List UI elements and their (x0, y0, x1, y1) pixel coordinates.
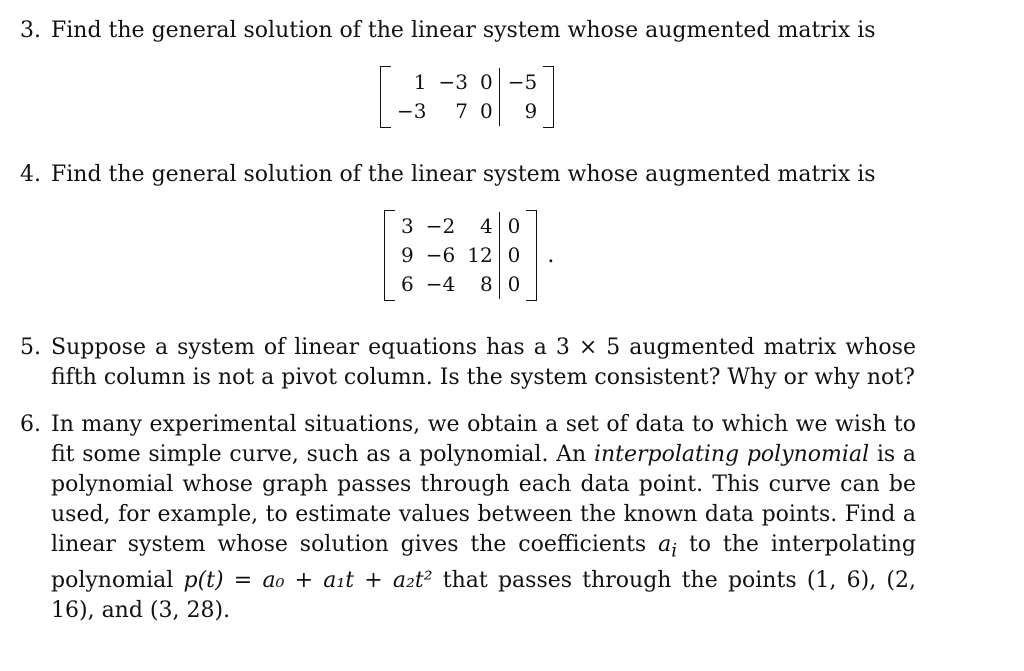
problem-4 (20, 160, 916, 190)
matrix-cell: 6 (401, 272, 414, 296)
text-segment: In many experimental situations, we obtain a set of data to which we wish to fit some simple curve, such as a polynomial. An (51, 412, 916, 467)
augmented-matrix-3 (380, 66, 554, 128)
text-segment: that passes through the points (1, 6), (2, 16), and (3, 28). (51, 568, 916, 624)
matrix-cell: 0 (499, 212, 526, 241)
matrix-cell: 3 (401, 214, 414, 238)
matrix-cell: 0 (499, 270, 526, 299)
right-bracket (526, 210, 537, 301)
matrix-cell: −3 (397, 99, 427, 123)
problem-5 (20, 333, 916, 393)
text-segment: to the interpolating polynomial (51, 532, 917, 594)
problem-6 (20, 410, 916, 626)
problem-number: 5. (20, 335, 41, 360)
problem-number: 4. (20, 162, 41, 187)
matrix-cell: 7 (455, 99, 468, 123)
matrix-cell: −6 (425, 243, 456, 267)
problem-3 (20, 16, 916, 46)
matrix-table (395, 212, 526, 299)
left-bracket (380, 66, 391, 128)
augmented-matrix-4 (384, 210, 554, 301)
problem-number: 3. (20, 18, 41, 43)
matrix-cell: 0 (499, 241, 526, 270)
emphasis-term: interpolating polynomial (593, 442, 870, 467)
problem-number: 6. (20, 412, 41, 437)
matrix-cell: 12 (467, 243, 493, 267)
matrix-row (395, 270, 526, 299)
coefficient-subscript: i (671, 540, 678, 562)
matrix-cell: −2 (425, 214, 456, 238)
matrix-cell: 9 (401, 243, 414, 267)
matrix-row (395, 212, 526, 241)
matrix-table (391, 68, 543, 126)
matrix-cell: 8 (479, 272, 493, 296)
coefficient-variable: a (658, 532, 672, 557)
matrix-cell: 0 (479, 99, 493, 123)
matrix-cell: 1 (413, 70, 427, 94)
matrix-cell: 4 (479, 214, 493, 238)
text-segment: is a polynomial whose graph passes through each data point. This curve can be used, for example, to estimate values between the known data points. Find a linear system whose solution gives the coefficients (51, 442, 916, 557)
matrix-cell: −4 (425, 272, 456, 296)
matrix-period: . (547, 242, 555, 268)
problem-text: Find the general solution of the linear system whose augmented matrix is (51, 18, 876, 43)
matrix-row (395, 241, 526, 270)
right-bracket (543, 66, 554, 128)
matrix-cell: −5 (499, 68, 543, 97)
matrix-cell: 0 (479, 70, 493, 94)
matrix-cell: −3 (438, 70, 468, 94)
problem-text (51, 410, 916, 626)
left-bracket (384, 210, 395, 301)
matrix-row (391, 68, 543, 97)
polynomial-expression: p(t) = a₀ + a₁t + a₂t² (183, 568, 433, 594)
problem-text: Find the general solution of the linear system whose augmented matrix is (51, 162, 876, 187)
matrix-cell: 9 (499, 97, 543, 126)
problem-text: Suppose a system of linear equations has a 3 × 5 augmented matrix whose fifth column is not a pivot column. Is the system consistent? Why or why not? (51, 335, 916, 390)
matrix-row (391, 97, 543, 126)
